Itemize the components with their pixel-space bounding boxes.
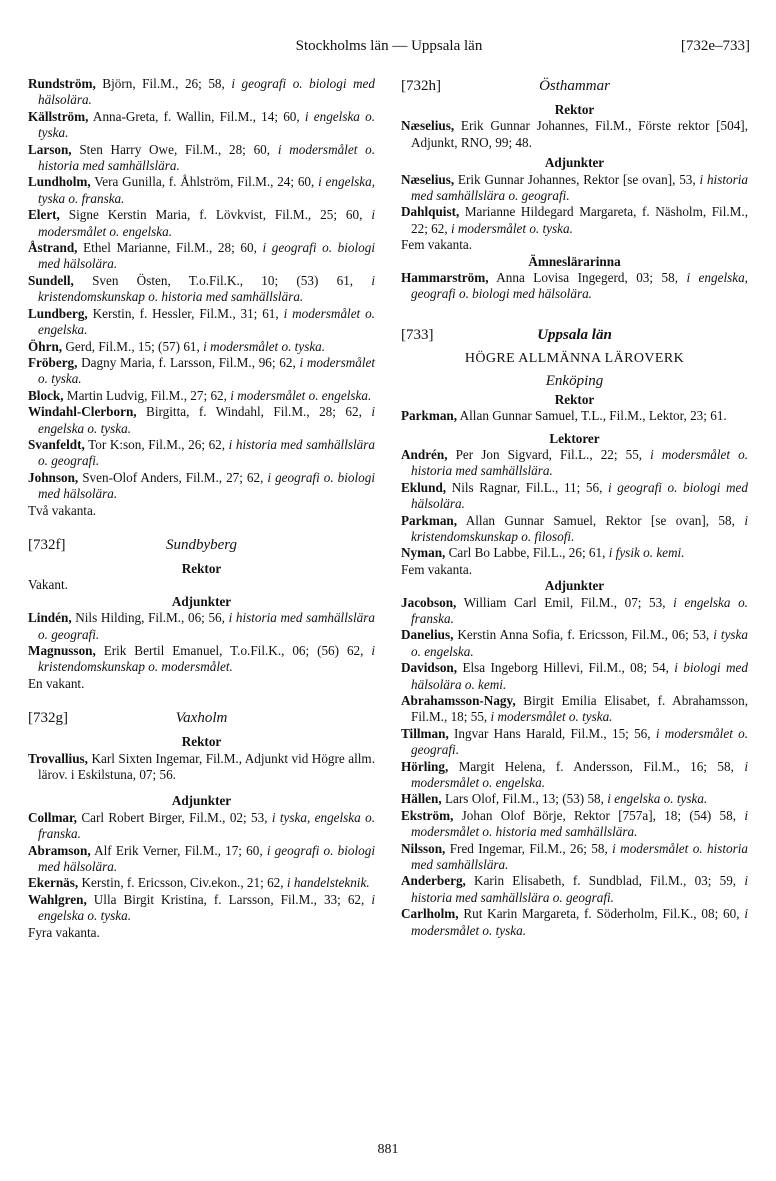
staff-entry bbox=[28, 610, 375, 643]
staff-subjects: i modersmålet o. tyska. bbox=[38, 354, 375, 387]
role-heading: Ämneslärarinna bbox=[528, 253, 621, 269]
staff-surname: Davidson, bbox=[401, 660, 458, 676]
staff-surname: Fröberg, bbox=[28, 354, 78, 370]
staff-entry bbox=[28, 810, 375, 843]
staff-details: Birgit Emilia Elisabet, f. Abrahamsson, Fil.M., 18; 55, bbox=[411, 693, 748, 725]
staff-surname: Carlholm, bbox=[401, 906, 459, 922]
staff-details: Allan Gunnar Samuel, Rektor [se ovan], 58, bbox=[457, 512, 745, 528]
staff-surname: Öhrn, bbox=[28, 338, 63, 354]
staff-subjects: i engelska o. tyska. bbox=[38, 404, 375, 436]
staff-entry bbox=[28, 875, 375, 891]
role-heading: Rektor bbox=[181, 734, 222, 750]
entry-list bbox=[28, 610, 375, 676]
staff-details: Per Jon Sigvard, Fil.L., 22; 55, bbox=[447, 446, 651, 462]
staff-subjects: i handelsteknik. bbox=[286, 875, 370, 891]
staff-subjects: i modersmålet o. engelska. bbox=[230, 387, 372, 403]
staff-entry bbox=[401, 873, 748, 906]
staff-subjects: i modersmålet o. geografi. bbox=[411, 725, 749, 758]
left-column bbox=[28, 76, 375, 941]
staff-details: Björn, Fil.M., 26; 58, bbox=[95, 76, 232, 91]
staff-details: Tor K:son, Fil.M., 26; 62, bbox=[84, 436, 229, 452]
staff-subjects: i kristendomskunskap o. filosofi. bbox=[411, 512, 748, 544]
staff-subjects: i historia med samhällslära o. geografi. bbox=[38, 610, 375, 642]
staff-entry bbox=[401, 204, 748, 237]
staff-entry bbox=[401, 447, 748, 480]
staff-surname: Næselius, bbox=[401, 118, 455, 134]
staff-subjects: i modersmålet o. tyska. bbox=[203, 338, 326, 354]
role-heading: Adjunkter bbox=[544, 578, 605, 594]
staff-entry bbox=[28, 388, 375, 404]
staff-surname: Parkman, bbox=[401, 512, 458, 528]
staff-details: Dagny Maria, f. Larsson, Fil.M., 96; 62, bbox=[77, 354, 300, 370]
entry-list bbox=[28, 76, 375, 503]
staff-surname: Tillman, bbox=[401, 725, 449, 741]
staff-entry bbox=[401, 693, 748, 726]
staff-surname: Trovallius, bbox=[28, 750, 88, 766]
staff-details: Carl Robert Birger, Fil.M., 02; 53, bbox=[76, 809, 272, 825]
vacancy-note: Fem vakanta. bbox=[401, 237, 473, 253]
staff-surname: Jacobson, bbox=[401, 594, 457, 610]
header-range: [732e–733] bbox=[680, 38, 750, 54]
staff-surname: Anderberg, bbox=[401, 873, 466, 889]
role-heading: Adjunkter bbox=[171, 793, 232, 809]
staff-entry bbox=[401, 841, 748, 874]
staff-surname: Elert, bbox=[28, 207, 60, 223]
section-code: [732f] bbox=[28, 536, 66, 553]
staff-surname: Eklund, bbox=[401, 479, 447, 495]
staff-surname: Ekernäs, bbox=[28, 875, 79, 891]
staff-surname: Nyman, bbox=[401, 545, 446, 561]
staff-surname: Svanfeldt, bbox=[28, 436, 85, 452]
staff-details: Ingvar Hans Harald, Fil.M., 15; 56, bbox=[448, 725, 656, 741]
staff-details: Vera Gunilla, f. Åhlström, Fil.M., 24; 60, bbox=[90, 174, 319, 190]
staff-subjects: i geografi o. biologi med hälsolära. bbox=[38, 842, 376, 875]
staff-entry bbox=[28, 76, 375, 109]
section-place: Vaxholm bbox=[175, 710, 228, 727]
staff-details: Ulla Birgit Kristina, f. Larsson, Fil.M., 33; 62, bbox=[86, 891, 372, 907]
vacancy-note: Fem vakanta. bbox=[401, 561, 473, 577]
staff-details: Kerstin Anna Sofia, f. Ericsson, Fil.M., 06; 53, bbox=[453, 627, 714, 643]
staff-subjects: i biologi med hälsolära o. kemi. bbox=[411, 660, 748, 692]
staff-entry bbox=[401, 808, 748, 841]
staff-surname: Dahlquist, bbox=[401, 204, 460, 220]
staff-details: Ethel Marianne, Fil.M., 28; 60, bbox=[77, 240, 263, 256]
staff-surname: Rundström, bbox=[28, 76, 96, 91]
staff-details: Alf Erik Verner, Fil.M., 17; 60, bbox=[90, 842, 267, 858]
staff-subjects: i engelska o. tyska. bbox=[38, 108, 375, 141]
staff-details: Signe Kerstin Maria, f. Lövkvist, Fil.M., 25; 60, bbox=[59, 207, 372, 223]
staff-surname: Abrahamsson-Nagy, bbox=[401, 693, 516, 708]
staff-surname: Hällen, bbox=[401, 791, 442, 807]
section-code: [732h] bbox=[401, 78, 441, 94]
staff-entry bbox=[401, 118, 748, 151]
staff-entry bbox=[401, 408, 748, 424]
page-number: 881 bbox=[377, 1142, 399, 1157]
staff-details: Allan Gunnar Samuel, T.L., Fil.M., Lektor, 23; 61. bbox=[457, 408, 727, 424]
staff-details: Gerd, Fil.M., 15; (57) 61, bbox=[62, 338, 204, 354]
town-heading: Enköping bbox=[545, 373, 604, 390]
section-place: Östhammar bbox=[539, 78, 610, 94]
staff-entry bbox=[401, 791, 748, 807]
entry-list bbox=[28, 751, 375, 784]
staff-subjects: i modersmålet o. historia med samhällslära. bbox=[411, 840, 749, 873]
staff-details: Elsa Ingeborg Hillevi, Fil.M., 08; 54, bbox=[457, 660, 675, 676]
staff-surname: Åstrand, bbox=[28, 240, 78, 256]
staff-details: Sven-Olof Anders, Fil.M., 27; 62, bbox=[78, 469, 268, 485]
staff-details: Sten Harry Owe, Fil.M., 28; 60, bbox=[71, 141, 278, 157]
staff-surname: Hammarström, bbox=[401, 270, 489, 286]
staff-subjects: i kristendomskunskap o. modersmålet. bbox=[38, 643, 375, 675]
staff-subjects: i geografi o. biologi med hälsolära. bbox=[411, 479, 748, 512]
staff-entry bbox=[28, 470, 375, 503]
staff-subjects: i modersmålet o. engelska. bbox=[38, 305, 375, 338]
staff-subjects: i historia med samhällslära o. geografi. bbox=[38, 436, 375, 469]
staff-subjects: i engelska o. tyska. bbox=[38, 891, 375, 924]
staff-surname: Windahl-Clerborn, bbox=[28, 404, 137, 420]
staff-subjects: i modersmålet o. historia med samhällslära. bbox=[38, 141, 375, 174]
staff-details: Kerstin, f. Hessler, Fil.M., 31; 61, bbox=[87, 305, 284, 321]
vacancy-note: En vakant. bbox=[28, 675, 85, 691]
staff-subjects: i modersmålet o. engelska. bbox=[411, 758, 748, 791]
staff-entry bbox=[28, 142, 375, 175]
staff-details: Kerstin, f. Ericsson, Civ.ekon., 21; 62, bbox=[78, 875, 287, 891]
staff-details: Marianne Hildegard Margareta, f. Näsholm, Fil.M., 22; 62, bbox=[411, 204, 748, 236]
staff-subjects: i engelska, tyska o. franska. bbox=[38, 174, 375, 206]
staff-subjects: i modersmålet o. tyska. bbox=[490, 709, 613, 725]
staff-details: Johan Olof Börje, Rektor [757a], 18; (54) 58, bbox=[453, 807, 745, 823]
staff-surname: Johnson, bbox=[28, 469, 79, 485]
role-heading: Adjunkter bbox=[171, 593, 232, 609]
staff-details: Birgitta, f. Windahl, Fil.M., 28; 62, bbox=[136, 404, 372, 420]
staff-surname: Hörling, bbox=[401, 758, 449, 774]
staff-subjects: i engelska, geografi o. biologi med hälsolära. bbox=[411, 270, 748, 302]
header-title: Stockholms län — Uppsala län bbox=[295, 38, 483, 54]
staff-entry bbox=[28, 892, 375, 925]
entry-list bbox=[28, 810, 375, 925]
staff-surname: Andrén, bbox=[401, 446, 448, 462]
staff-surname: Ekström, bbox=[401, 807, 454, 823]
staff-entry bbox=[401, 906, 748, 939]
role-heading: Lektorer bbox=[549, 430, 600, 446]
section-heading-sundbyberg bbox=[28, 535, 375, 557]
staff-entry bbox=[401, 513, 748, 546]
entry-list bbox=[401, 172, 748, 238]
staff-details: Anna-Greta, f. Wallin, Fil.M., 14; 60, bbox=[88, 108, 305, 124]
staff-details: Carl Bo Labbe, Fil.L., 26; 61, bbox=[445, 545, 609, 561]
staff-details: Margit Helena, f. Andersson, Fil.M., 16; 58, bbox=[448, 758, 745, 774]
staff-details: Rut Karin Margareta, f. Söderholm, Fil.K., 08; 60, bbox=[458, 906, 745, 922]
staff-subjects: i historia med samhällslära o. geografi. bbox=[411, 873, 748, 905]
staff-entry bbox=[401, 172, 748, 205]
staff-entry bbox=[28, 109, 375, 142]
staff-subjects: i fysik o. kemi. bbox=[608, 545, 685, 561]
staff-subjects: i geografi o. biologi med hälsolära. bbox=[38, 469, 376, 502]
role-heading: Rektor bbox=[554, 102, 595, 117]
staff-surname: Lundholm, bbox=[28, 174, 91, 190]
section-code: [732g] bbox=[28, 710, 68, 727]
staff-surname: Næselius, bbox=[401, 171, 455, 187]
staff-details: William Carl Emil, Fil.M., 07; 53, bbox=[456, 594, 674, 610]
section-place: Sundbyberg bbox=[165, 536, 238, 553]
staff-entry bbox=[401, 480, 748, 513]
staff-details: Fred Ingemar, Fil.M., 26; 58, bbox=[445, 840, 613, 856]
staff-subjects: i modersmålet o. historia med samhällslära. bbox=[411, 446, 748, 479]
staff-subjects: i modersmålet o. historia med samhällslära. bbox=[411, 807, 748, 840]
staff-surname: Lindén, bbox=[28, 610, 72, 626]
staff-details: Karin Elisabeth, f. Sundblad, Fil.M., 03; 59, bbox=[465, 873, 745, 889]
staff-entry bbox=[401, 545, 748, 561]
rektor-vacancy: Vakant. bbox=[28, 577, 68, 593]
staff-subjects: i modersmålet o. tyska. bbox=[450, 220, 573, 236]
staff-entry bbox=[28, 273, 375, 306]
school-type-heading: HÖGRE ALLMÄNNA LÄROVERK bbox=[464, 350, 685, 366]
entry-list bbox=[401, 447, 748, 562]
staff-surname: Wahlgren, bbox=[28, 891, 87, 907]
staff-subjects: i historia med samhällslära o. geografi. bbox=[411, 171, 748, 204]
role-heading: Rektor bbox=[181, 560, 222, 576]
staff-entry bbox=[28, 355, 375, 388]
staff-surname: Nilsson, bbox=[401, 840, 446, 856]
staff-subjects: i geografi o. biologi med hälsolära. bbox=[38, 76, 375, 108]
staff-details: Karl Sixten Ingemar, Fil.M., Adjunkt vid Högre allm. lärov. i Eskilstuna, 07; 56. bbox=[38, 750, 375, 783]
staff-subjects: i modersmålet o. tyska. bbox=[411, 906, 748, 938]
role-heading: Rektor bbox=[554, 391, 595, 407]
staff-surname: Larson, bbox=[28, 141, 72, 157]
section-place: Uppsala län bbox=[537, 326, 612, 343]
staff-entry bbox=[401, 660, 748, 693]
staff-entry bbox=[28, 643, 375, 676]
staff-surname: Magnusson, bbox=[28, 643, 96, 658]
staff-details: Martin Ludvig, Fil.M., 27; 62, bbox=[63, 387, 231, 403]
staff-details: Erik Bertil Emanuel, T.o.Fil.K., 06; (56) 62, bbox=[95, 643, 372, 658]
staff-surname: Lundberg, bbox=[28, 305, 88, 321]
staff-surname: Källström, bbox=[28, 108, 89, 124]
staff-entry bbox=[28, 306, 375, 339]
running-header bbox=[28, 38, 750, 58]
staff-surname: Sundell, bbox=[28, 272, 74, 288]
staff-subjects: i engelska o. franska. bbox=[411, 594, 748, 626]
staff-entry bbox=[28, 751, 375, 784]
staff-entry bbox=[401, 759, 748, 792]
staff-details: Lars Olof, Fil.M., 13; (53) 58, bbox=[441, 791, 608, 807]
staff-subjects: i modersmålet o. engelska. bbox=[38, 207, 375, 239]
entry-list bbox=[401, 595, 748, 940]
staff-subjects: i engelska o. tyska. bbox=[607, 791, 708, 807]
staff-details: Erik Gunnar Johannes, Fil.M., Förste rektor [504], Adjunkt, RNO, 99; 48. bbox=[411, 118, 748, 150]
staff-entry bbox=[28, 207, 375, 240]
staff-entry bbox=[401, 627, 748, 660]
staff-surname: Parkman, bbox=[401, 408, 458, 424]
staff-entry bbox=[28, 843, 375, 876]
staff-entry bbox=[401, 726, 748, 759]
staff-details: Nils Ragnar, Fil.L., 11; 56, bbox=[446, 479, 608, 495]
staff-subjects: i kristendomskunskap o. historia med samhällslära. bbox=[38, 272, 375, 305]
staff-details: Sven Östen, T.o.Fil.K., 10; (53) 61, bbox=[73, 272, 372, 288]
entry-list bbox=[401, 270, 748, 303]
entry-list bbox=[401, 408, 748, 424]
vacancy-note: Fyra vakanta. bbox=[28, 924, 100, 940]
staff-entry bbox=[401, 270, 748, 303]
staff-subjects: i geografi o. biologi med hälsolära. bbox=[38, 240, 375, 272]
staff-surname: Block, bbox=[28, 387, 64, 403]
staff-entry bbox=[28, 404, 375, 437]
staff-surname: Abramson, bbox=[28, 842, 91, 858]
staff-details: Anna Lovisa Ingegerd, 03; 58, bbox=[488, 270, 687, 286]
staff-entry bbox=[28, 240, 375, 273]
section-heading-uppsala bbox=[401, 325, 748, 347]
staff-subjects: i tyska, engelska o. franska. bbox=[38, 809, 375, 842]
section-heading-vaxholm bbox=[28, 708, 375, 730]
staff-details: Nils Hilding, Fil.M., 06; 56, bbox=[71, 610, 229, 626]
section-code: [733] bbox=[401, 326, 434, 343]
right-column bbox=[401, 76, 748, 939]
staff-entry bbox=[401, 595, 748, 628]
entry-list bbox=[401, 118, 748, 151]
staff-entry bbox=[28, 174, 375, 207]
staff-surname: Collmar, bbox=[28, 809, 77, 825]
staff-entry bbox=[28, 437, 375, 470]
staff-subjects: i tyska o. engelska. bbox=[411, 627, 748, 659]
section-heading-osthammar bbox=[401, 76, 748, 98]
staff-surname: Danelius, bbox=[401, 627, 454, 643]
staff-details: Erik Gunnar Johannes, Rektor [se ovan], 53, bbox=[454, 171, 700, 187]
role-heading: Adjunkter bbox=[544, 155, 605, 171]
staff-entry bbox=[28, 339, 375, 355]
vacancy-note: Två vakanta. bbox=[28, 502, 97, 518]
